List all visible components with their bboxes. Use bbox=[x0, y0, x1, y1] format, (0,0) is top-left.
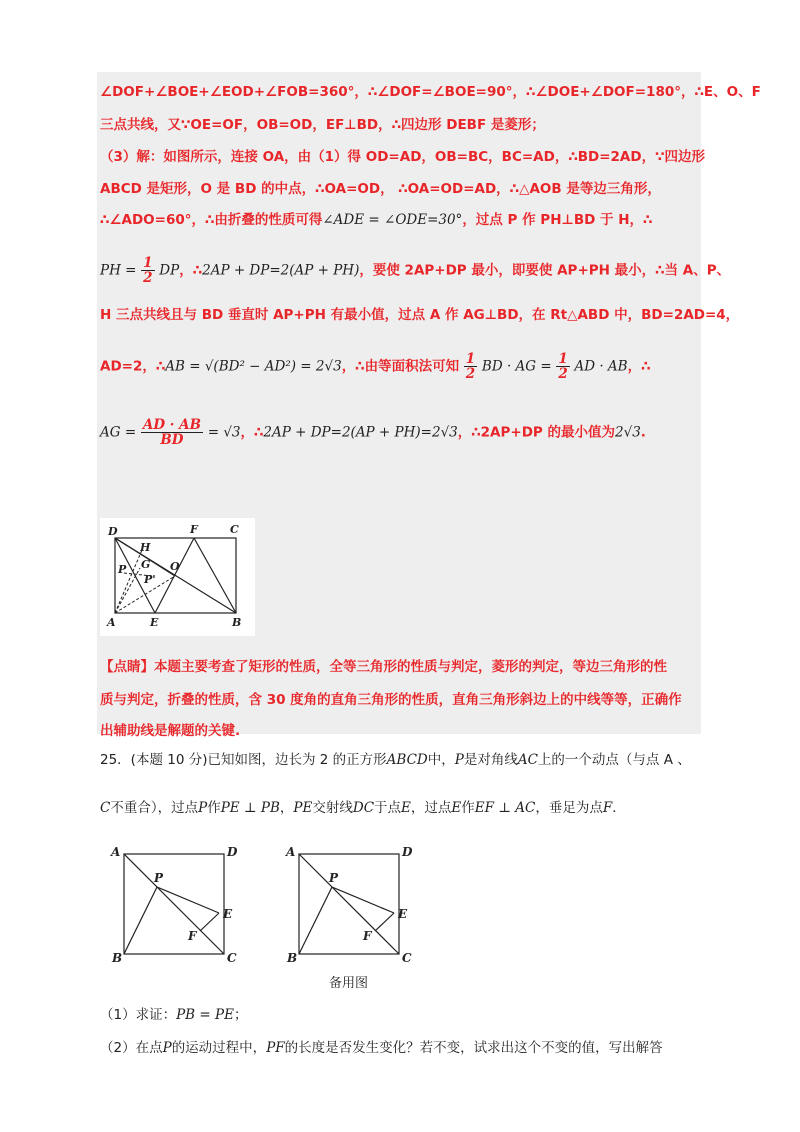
angle-equation: ∠ADE = ∠ODE=30° bbox=[322, 212, 463, 228]
problem-line-2: C不重合），过点P作PE ⊥ PB，PE交射线DC于点E，过点E作EF ⊥ AC，垂足为点F． bbox=[100, 800, 626, 816]
label-E: E bbox=[398, 907, 408, 921]
label-A: A bbox=[107, 616, 116, 629]
problem-line-1: 25．(本题 10 分)已知如图，边长为 2 的正方形ABCD中，P是对角线AC上的一个动点（与点 A 、 bbox=[100, 752, 691, 768]
solution-line-4: ABCD 是矩形，O 是 BD 的中点，∴OA=OD， ∴OA=OD=AD，∴△AOB 是等边三角形， bbox=[100, 181, 661, 197]
label-P: P bbox=[154, 871, 164, 885]
label-E: E bbox=[150, 616, 159, 629]
label-F: F bbox=[363, 929, 372, 943]
label-O: O bbox=[170, 560, 180, 573]
solution-line-7: H 三点共线且与 BD 垂直时 AP+PH 有最小值，过点 A 作 AG⊥BD，在 Rt△ABD 中，BD=2AD=4， bbox=[100, 307, 740, 323]
solution-line-6: PH = $\frac{1}{2}$ DP，∴2AP + DP=2(AP + PH)，要使 2AP+DP 最小，即要使 AP+PH 最小，∴当 A、P、 bbox=[100, 255, 731, 286]
label-E: E bbox=[223, 907, 233, 921]
label-P: P bbox=[118, 563, 127, 576]
label-P-prime: P' bbox=[144, 573, 156, 586]
label-B: B bbox=[232, 616, 242, 629]
fraction-ag: $\frac{AD \cdot AB}{BD}$ bbox=[142, 417, 202, 448]
backup-figure-caption: 备用图 bbox=[329, 976, 369, 991]
comment-line-2: 质与判定，折叠的性质，含 30 度角的直角三角形的性质，直角三角形斜边上的中线等等，正确作 bbox=[100, 692, 682, 708]
label-D: D bbox=[227, 845, 238, 859]
label-A: A bbox=[286, 845, 296, 859]
solution-line-2: 三点共线，又∵OE=OF，OB=OD，EF⊥BD，∴四边形 DEBF 是菱形； bbox=[100, 117, 545, 133]
label-G: G bbox=[141, 558, 151, 571]
question-2: （2）在点P的运动过程中，PF的长度是否发生变化？若不变，试求出这个不变的值，写出解答 bbox=[100, 1040, 663, 1056]
label-C: C bbox=[230, 523, 239, 536]
solution-line-1: ∠DOF+∠BOE+∠EOD+∠FOB=360°，∴∠DOF=∠BOE=90°，∴∠DOE+∠DOF=180°，∴E、O、F bbox=[100, 84, 761, 100]
label-A: A bbox=[111, 845, 121, 859]
fraction-half: $\frac{1}{2}$ bbox=[143, 255, 153, 286]
solution-line-3: （3）解：如图所示，连接 OA，由（1）得 OD=AD，OB=BC，BC=AD，∴BD=2AD，∵四边形 bbox=[100, 149, 705, 165]
question-1: （1）求证：PB = PE； bbox=[100, 1007, 248, 1023]
label-D: D bbox=[108, 525, 118, 538]
label-H: H bbox=[140, 541, 151, 554]
solution-line-8: AD=2，∴AB = √(BD² − AD²) = 2√3，∴由等面积法可知 $\frac{1}{2}$ BD · AG = $\frac{1}{2}$ AD · AB，∴ bbox=[100, 351, 651, 382]
label-P: P bbox=[329, 871, 339, 885]
label-F: F bbox=[190, 523, 198, 536]
comment-line-1: 【点睛】本题主要考查了矩形的性质，全等三角形的性质与判定，菱形的判定，等边三角形的性 bbox=[100, 659, 667, 675]
label-D: D bbox=[402, 845, 413, 859]
rectangle-fold-figure bbox=[100, 518, 255, 636]
square-figure-main bbox=[110, 842, 245, 967]
square-figure-backup bbox=[285, 842, 420, 967]
comment-line-3: 出辅助线是解题的关键. bbox=[100, 723, 241, 739]
solution-line-9: AG = $\frac{AD \cdot AB}{BD}$ = √3，∴2AP + DP=2(AP + PH)=2√3，∴2AP+DP 的最小值为2√3. bbox=[100, 417, 646, 448]
label-B: B bbox=[112, 951, 123, 965]
solution-line-5: ∴∠ADO=60°，∴由折叠的性质可得∠ADE = ∠ODE=30°，过点 P 作 PH⊥BD 于 H，∴ bbox=[100, 212, 653, 228]
label-C: C bbox=[402, 951, 412, 965]
label-B: B bbox=[287, 951, 298, 965]
label-F: F bbox=[188, 929, 197, 943]
label-C: C bbox=[227, 951, 237, 965]
